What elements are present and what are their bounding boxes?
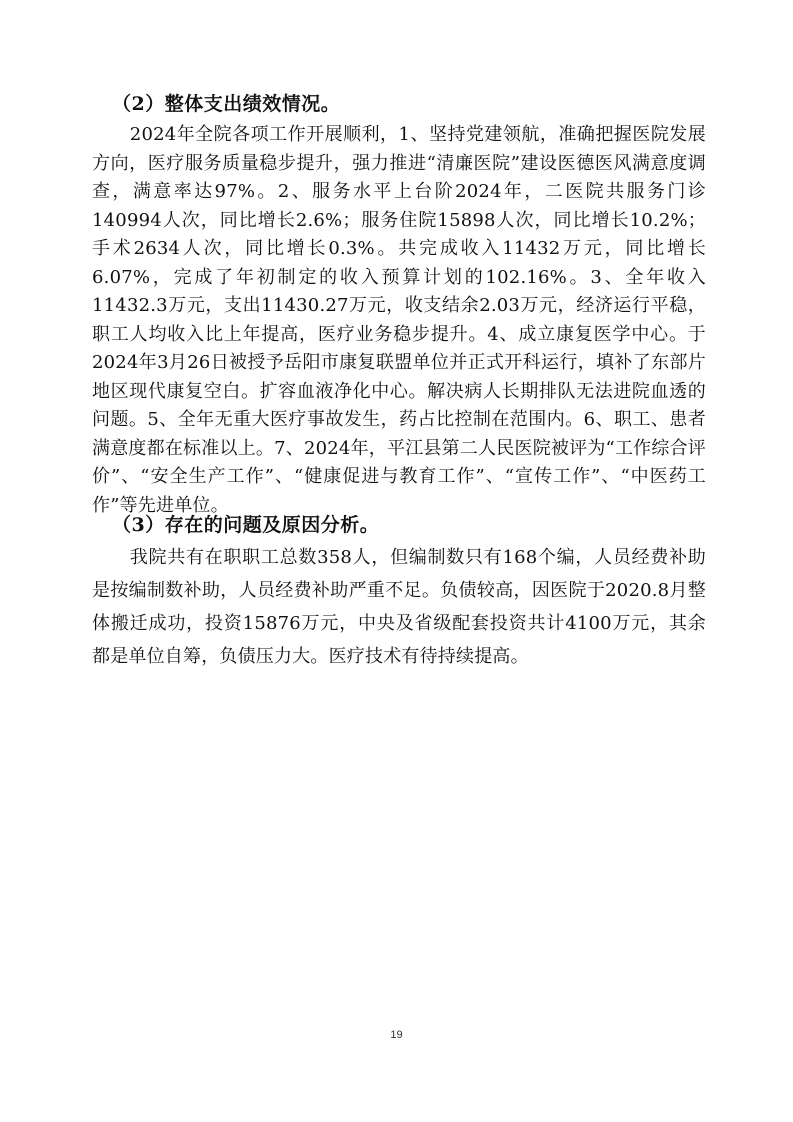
section-heading-problems-analysis: （3）存在的问题及原因分析。 [112,514,380,536]
paragraph-overall-expenditure: 2024年全院各项工作开展顺利，1、坚持党建领航，准确把握医院发展方向，医疗服务质量稳步提升，强力推进“清廉医院”建设医德医风满意度调查，满意率达97%。2、服务水平上台阶2024年，二医院共服务门诊140994人次，同比增长2.6%；服务住院15898人次，同比增长10.2%；手术2634人次，同比增长0.3%。共完成收入11432万元，同比增长6.07%，完成了年初制定的收入预算计划的102.16%。3、全年收入11432.3万元，支出11430.27万元，收支结余2.03万元，经济运行平稳，职工人均收入比上年提高，医疗业务稳步提升。4、成立康复医学中心。于2024年3月26日被授予岳阳市康复联盟单位并正式开科运行，填补了东部片地区现代康复空白。扩容血液净化中心。解决病人长期排队无法进院血透的问题。5、全年无重大医疗事故发生，药占比控制在范围内。6、职工、患者满意度都在标准以上。7、2024年，平江县第二人民医院被评为“工作综合评价”、“安全生产工作”、“健康促进与教育工作”、“宣传工作”、“中医药工作”等先进单位。 [92,124,706,516]
section-heading-overall-expenditure: （2）整体支出绩效情况。 [112,93,341,115]
page-number: 19 [390,1029,403,1041]
paragraph-problems-analysis: 我院共有在职职工总数358人，但编制数只有168个编，人员经费补助是按编制数补助，人员经费补助严重不足。负债较高，因医院于2020.8月整体搬迁成功，投资15876万元，中央及省级配套投资共计4100万元，其余都是单位自筹，负债压力大。医疗技术有待持续提高。 [92,547,706,667]
